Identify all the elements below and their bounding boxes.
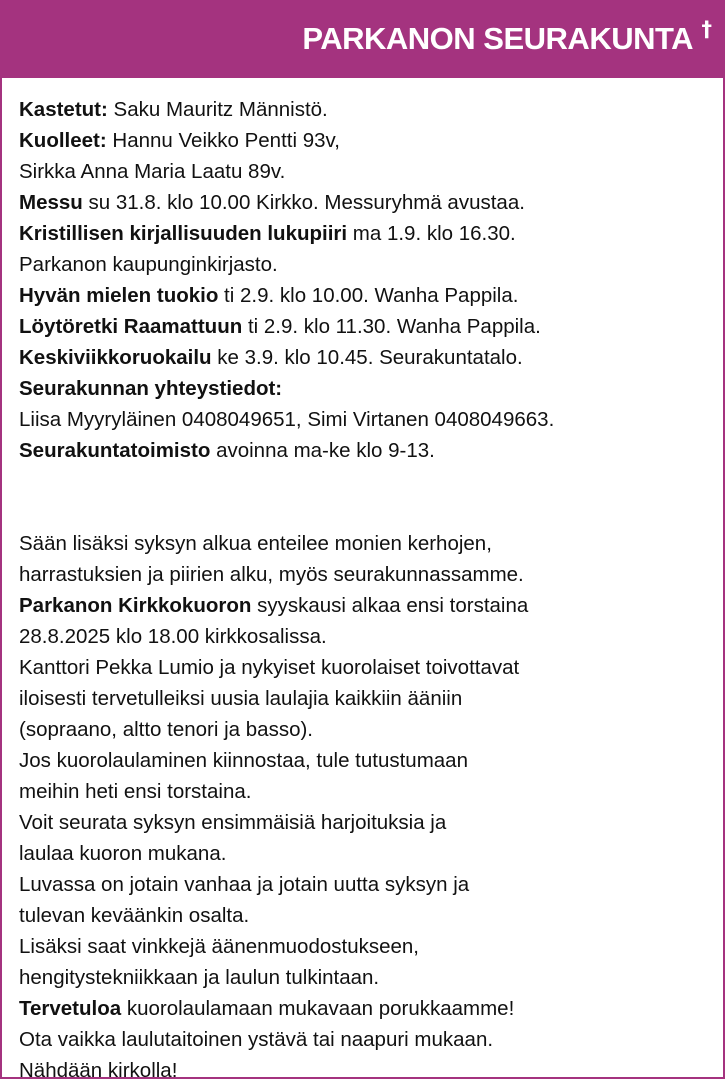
choir-line-13: tulevan keväänkin osalta. [19, 904, 250, 927]
choir-line-6: iloisesti tervetulleiksi uusia laulajia kaikkiin ääniin [19, 687, 463, 710]
office-text: avoinna ma-ke klo 9-13. [210, 439, 435, 462]
deceased-text: Hannu Veikko Pentti 93v, [106, 129, 340, 152]
reading-circle-label: Kristillisen kirjallisuuden lukupiiri [19, 222, 348, 245]
mass-text: su 31.8. klo 10.00 Kirkko. Messuryhmä avustaa. [82, 191, 525, 214]
morning-label: Hyvän mielen tuokio [19, 284, 219, 307]
choir-label: Parkanon Kirkkokuoron [19, 594, 252, 617]
lunch-line [19, 342, 709, 373]
bible-label: Löytöretki Raamattuun [19, 315, 243, 338]
welcome-text: kuorolaulamaan mukavaan porukkaamme! [121, 997, 515, 1020]
deceased-line-2: Sirkka Anna Maria Laatu 89v. [19, 160, 286, 183]
office-label: Seurakuntatoimisto [19, 439, 211, 462]
morning-text: ti 2.9. klo 10.00. Wanha Pappila. [218, 284, 519, 307]
choir-line-1: Sään lisäksi syksyn alkua enteilee monien kerhojen, [19, 532, 492, 555]
choir-line-8: Jos kuorolaulaminen kiinnostaa, tule tutustumaan [19, 749, 468, 772]
baptized-label: Kastetut: [19, 98, 108, 121]
bible-text: ti 2.9. klo 11.30. Wanha Pappila. [242, 315, 541, 338]
notice-content [19, 94, 709, 1079]
choir-line-2: harrastuksien ja piirien alku, myös seurakunnassamme. [19, 563, 524, 586]
page-title: PARKANON SEURAKUNTA [302, 21, 693, 56]
mass-label: Messu [19, 191, 83, 214]
contact-line: Liisa Myyryläinen 0408049651, Simi Virtanen 0408049663. [19, 408, 555, 431]
choir-line-10: Voit seurata syksyn ensimmäisiä harjoituksia ja [19, 811, 447, 834]
choir-text: syyskausi alkaa ensi torstaina [251, 594, 529, 617]
baptized-line [19, 94, 709, 125]
deceased-line [19, 125, 709, 156]
bible-line [19, 311, 709, 342]
choir-line-16 [19, 993, 709, 1024]
choir-line-5: Kanttori Pekka Lumio ja nykyiset kuorolaiset toivottavat [19, 656, 520, 679]
welcome-label: Tervetuloa [19, 997, 122, 1020]
section-gap [19, 466, 709, 528]
choir-line-12: Luvassa on jotain vanhaa ja jotain uutta syksyn ja [19, 873, 470, 896]
choir-line-4: 28.8.2025 klo 18.00 kirkkosalissa. [19, 625, 327, 648]
contact-heading [19, 373, 709, 404]
choir-line-7: (sopraano, altto tenori ja basso). [19, 718, 313, 741]
reading-circle-line [19, 218, 709, 249]
choir-line-17: Ota vaikka laulutaitoinen ystävä tai naapuri mukaan. [19, 1028, 494, 1051]
header-bar [2, 2, 723, 78]
lunch-text: ke 3.9. klo 10.45. Seurakuntatalo. [211, 346, 523, 369]
reading-circle-place: Parkanon kaupunginkirjasto. [19, 253, 278, 276]
choir-line-14: Lisäksi saat vinkkejä äänenmuodostukseen, [19, 935, 419, 958]
lunch-label: Keskiviikkoruokailu [19, 346, 212, 369]
choir-line-11: laulaa kuoron mukana. [19, 842, 227, 865]
contact-label: Seurakunnan yhteystiedot: [19, 377, 283, 400]
morning-line [19, 280, 709, 311]
mass-line [19, 187, 709, 218]
deceased-label: Kuolleet: [19, 129, 107, 152]
choir-line-18: Nähdään kirkolla! [19, 1059, 178, 1079]
choir-line-3 [19, 590, 709, 621]
reading-circle-text: ma 1.9. klo 16.30. [347, 222, 516, 245]
choir-line-15: hengitystekniikkaan ja laulun tulkintaan. [19, 966, 380, 989]
choir-line-9: meihin heti ensi torstaina. [19, 780, 252, 803]
cross-icon: † [701, 17, 712, 41]
office-line [19, 435, 709, 466]
baptized-text: Saku Mauritz Männistö. [107, 98, 328, 121]
